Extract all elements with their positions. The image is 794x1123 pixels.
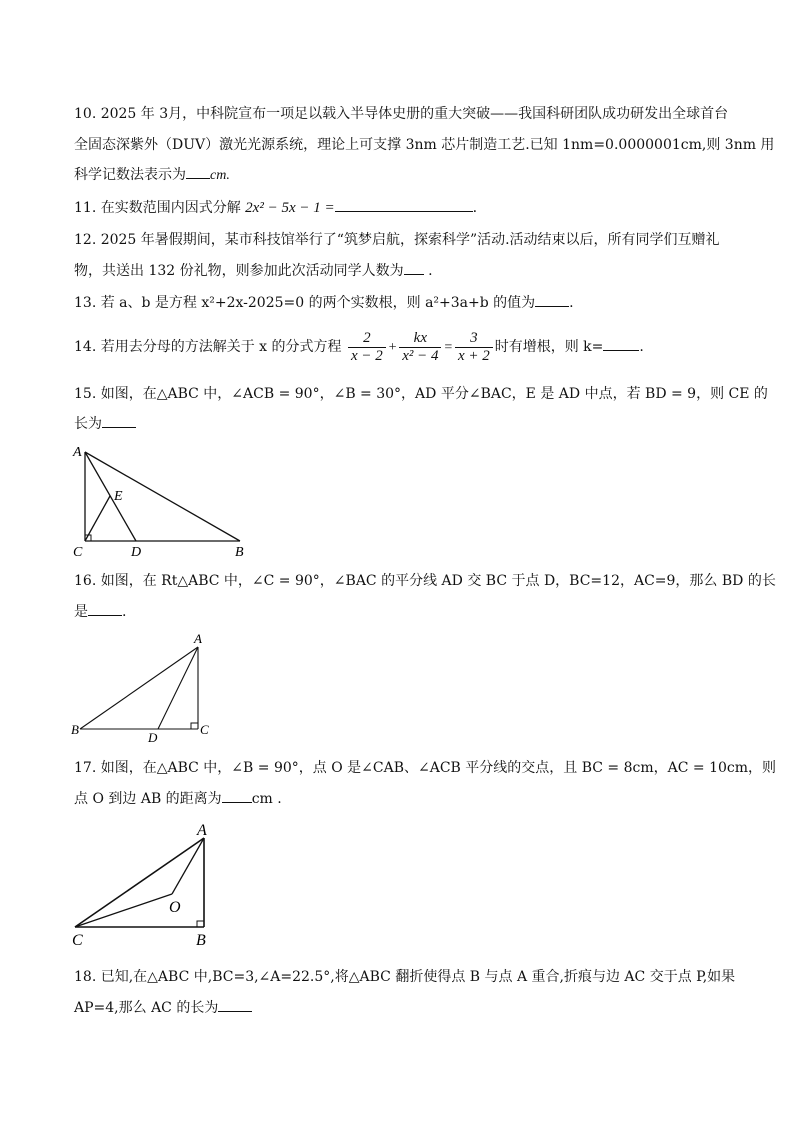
- q16-answer-blank: [88, 603, 122, 616]
- q17-label-c: C: [72, 932, 83, 949]
- q10-unit: cm.: [210, 168, 230, 183]
- q16-label-d: D: [148, 730, 158, 745]
- q17-line-1: 17. 如图，在△ABC 中，∠B = 90°，点 O 是∠CAB、∠ACB 平分线的交点，且 BC = 8cm，AC = 10cm，则: [74, 760, 777, 776]
- q17-line-2-text: 点 O 到边 AB 的距离为: [74, 791, 222, 807]
- q13-text: 13. 若 a、b 是方程 x²+2x-2025=0 的两个实数根，则 a²+3a+b 的值为: [74, 295, 536, 311]
- q14-plus: +: [387, 340, 398, 355]
- q12-line-2-text: 物，共送出 132 份礼物，则参加此次活动同学人数为: [74, 263, 404, 279]
- q14-f2-numerator: kx: [399, 330, 441, 348]
- q17-line-2: [74, 790, 282, 808]
- q15-line-2-text: 长为: [74, 416, 102, 432]
- q15-side-ab: [85, 452, 240, 541]
- q15-line-1: 15. 如图，在△ABC 中，∠ACB = 90°，∠B = 30°，AD 平分∠BAC，E 是 AD 中点，若 BD = 9，则 CE 的: [74, 386, 768, 402]
- q10-answer-blank: [186, 166, 210, 179]
- q17-unit: cm .: [251, 791, 282, 807]
- q11-suffix: .: [472, 200, 478, 216]
- q14-fraction-1: [348, 330, 386, 365]
- q14-equals: =: [443, 340, 453, 355]
- q15-label-b: B: [235, 545, 244, 560]
- q11-line: [74, 199, 477, 217]
- q14-fraction-3: [455, 330, 493, 365]
- q16-right-angle-mark: [191, 723, 198, 729]
- q17-label-o: O: [169, 899, 181, 916]
- q18-line-2: [74, 999, 252, 1017]
- q11-prefix: 11. 在实数范围内因式分解: [74, 200, 241, 216]
- q15-segment-ce: [85, 496, 110, 541]
- q12-end: .: [428, 263, 433, 279]
- q14-f2-denominator: x² − 4: [402, 347, 439, 364]
- q14-suffix: 时有增根，则 k=: [494, 339, 604, 355]
- q15-label-e: E: [114, 489, 123, 504]
- q16-figure: [60, 630, 220, 745]
- q15-answer-blank: [102, 415, 136, 428]
- q13-line: [74, 294, 574, 312]
- q16-line-1: 16. 如图，在 Rt△ABC 中，∠C = 90°，∠BAC 的平分线 AD 交 BC 于点 D，BC=12，AC=9，那么 BD 的长: [74, 573, 776, 589]
- q17-side-ca: [75, 838, 204, 927]
- q13-end: .: [569, 295, 574, 311]
- q18-answer-blank: [218, 999, 252, 1012]
- q10-line-3: [74, 166, 230, 185]
- q11-expression: 2x² − 5x − 1 =: [245, 200, 335, 216]
- q10-line-3-text: 科学记数法表示为: [74, 167, 186, 183]
- q14-line: [74, 328, 644, 367]
- q12-line-2: [74, 262, 433, 280]
- q14-f1-denominator: x − 2: [350, 347, 383, 364]
- q12-line-1: 12. 2025 年暑假期间，某市科技馆举行了“筑梦启航，探索科学”活动.活动结束以后，所有同学们互赠礼: [74, 232, 720, 248]
- q17-label-b: B: [196, 932, 206, 949]
- q17-figure: [60, 820, 230, 952]
- q15-label-c: C: [73, 545, 83, 560]
- q17-segment-co: [75, 894, 172, 927]
- q16-side-ab: [80, 647, 198, 729]
- q14-f3-denominator: x + 2: [457, 347, 490, 364]
- q15-label-a: A: [73, 445, 82, 460]
- q14-answer-blank: [603, 338, 639, 351]
- q17-answer-blank: [222, 790, 252, 803]
- q18-line-2-text: AP=4,那么 AC 的长为: [74, 1000, 219, 1016]
- q10-line-1: 10. 2025 年 3月，中科院宣布一项足以载入半导体史册的重大突破——我国科研团队成功研发出全球首台: [74, 106, 729, 122]
- q11-answer-blank: [335, 199, 473, 212]
- q13-answer-blank: [535, 294, 569, 307]
- q16-end: .: [122, 604, 127, 620]
- q14-f3-numerator: 3: [455, 330, 493, 348]
- q14-f1-numerator: 2: [348, 330, 386, 348]
- q16-segment-ad: [158, 647, 198, 729]
- q14-fraction-2: [399, 330, 441, 365]
- q12-answer-blank: [404, 262, 424, 275]
- q14-end: .: [639, 339, 644, 355]
- q16-line-2: [74, 603, 126, 621]
- q16-label-a: A: [194, 631, 202, 646]
- q15-figure: [60, 438, 280, 563]
- q10-line-2: 全固态深紫外（DUV）激光光源系统，理论上可支撑 3nm 芯片制造工艺.已知 1nm=0.0000001cm,则 3nm 用: [74, 137, 775, 153]
- q16-label-b: B: [71, 722, 79, 737]
- q16-line-2-text: 是: [74, 604, 88, 620]
- q14-prefix: 14. 若用去分母的方法解关于 x 的分式方程: [74, 339, 342, 355]
- q17-segment-ao: [172, 838, 204, 894]
- q17-label-a: A: [197, 822, 207, 839]
- q15-label-d: D: [131, 545, 142, 560]
- q17-right-angle-mark: [197, 921, 204, 927]
- q16-label-c: C: [200, 722, 209, 737]
- q15-line-2: [74, 415, 136, 433]
- q18-line-1: 18. 已知,在△ABC 中,BC=3,∠A=22.5°,将△ABC 翻折使得点 B 与点 A 重合,折痕与边 AC 交于点 P,如果: [74, 969, 736, 985]
